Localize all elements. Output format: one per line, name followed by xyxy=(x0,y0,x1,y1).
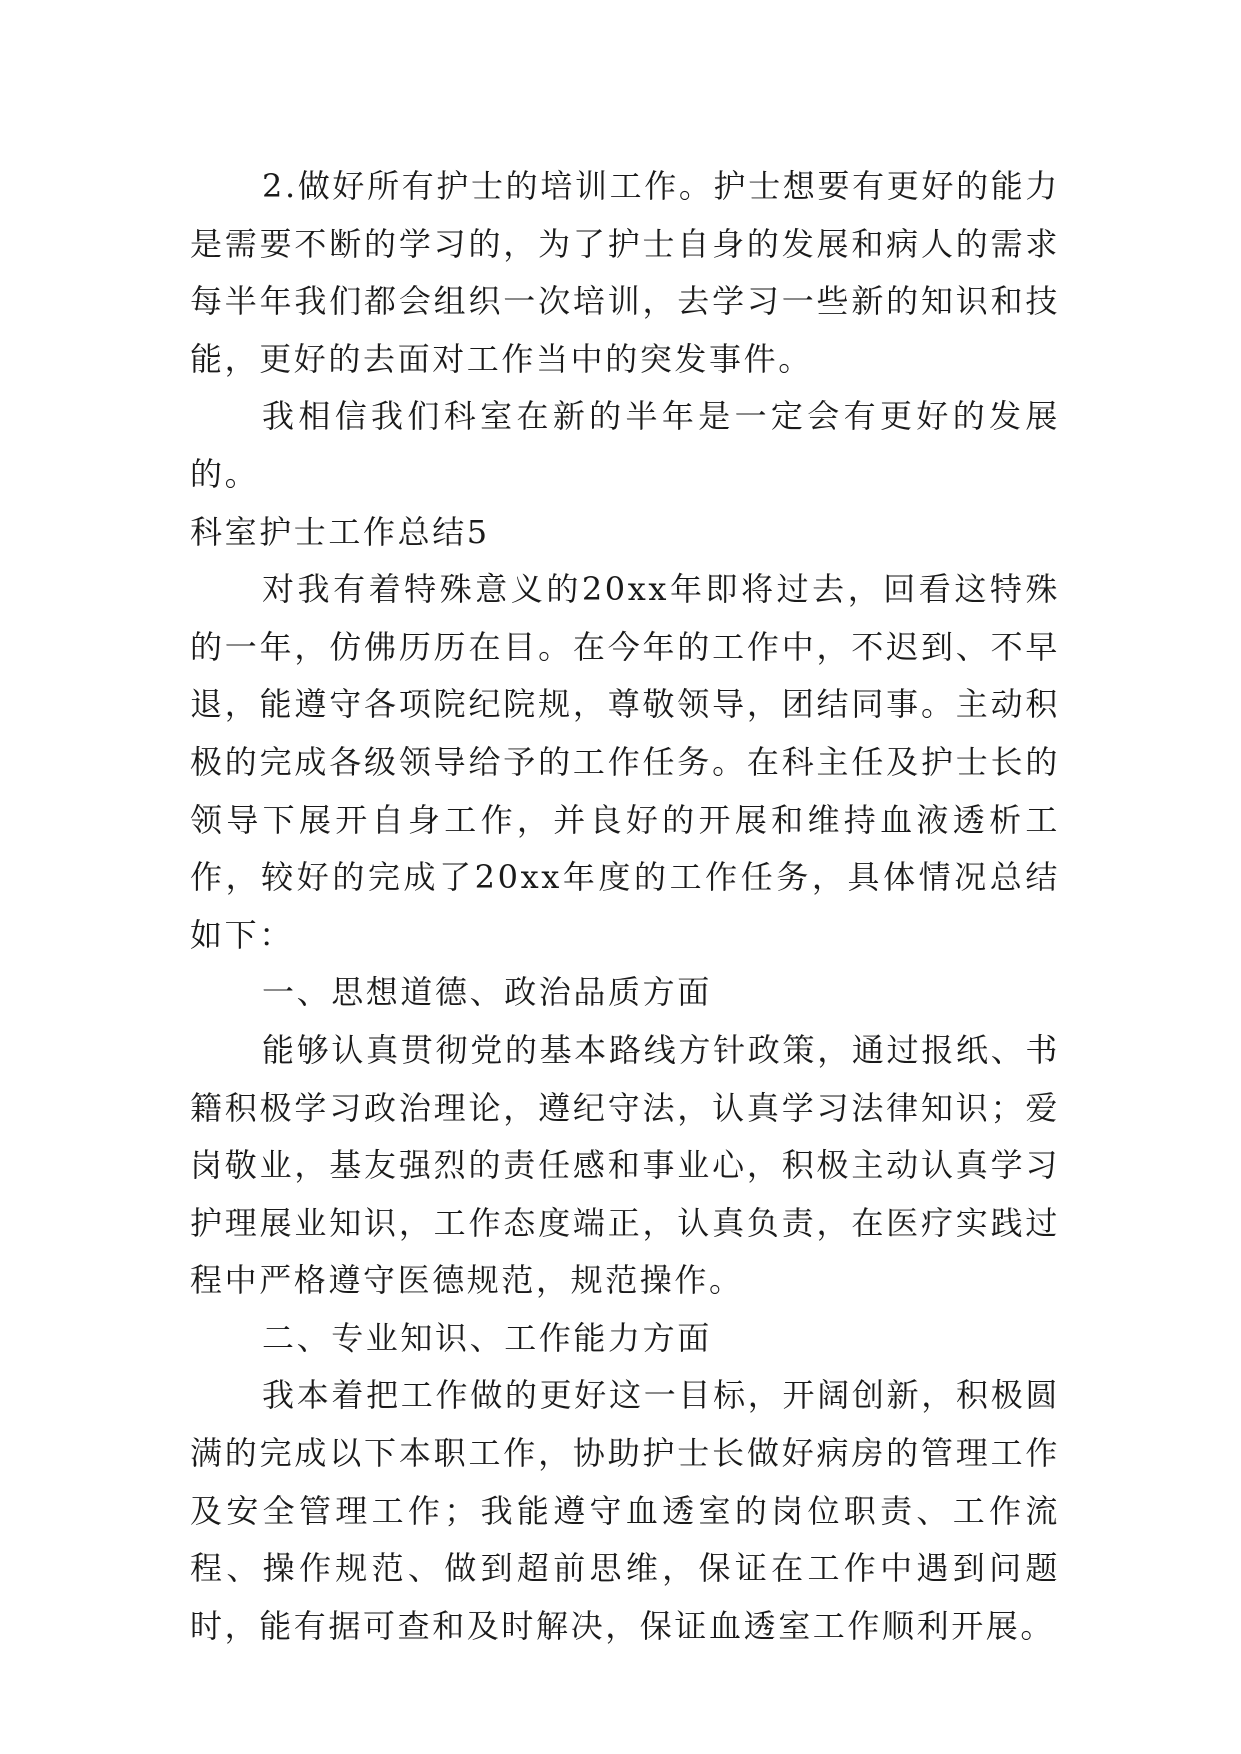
document-body xyxy=(190,158,1060,1655)
subheading-professional: 二、专业知识、工作能力方面 xyxy=(262,1318,712,1357)
subheading-ideology: 一、思想道德、政治品质方面 xyxy=(262,973,712,1012)
paragraph-ideology: 能够认真贯彻党的基本路线方针政策，通过报纸、书籍积极学习政治理论，遵纪守法，认真学习法律知识；爱岗敬业，基友强烈的责任感和事业心，积极主动认真学习护理展业知识，工作态度端正，认真负责，在医疗实践过程中严格遵守医德规范，规范操作。 xyxy=(190,1030,1060,1300)
paragraph-confidence: 我相信我们科室在新的半年是一定会有更好的发展的。 xyxy=(190,397,1060,493)
paragraph-professional: 我本着把工作做的更好这一目标，开阔创新，积极圆满的完成以下本职工作，协助护士长做好病房的管理工作及安全管理工作；我能遵守血透室的岗位职责、工作流程、操作规范、做到超前思维，保证在工作中遇到问题时，能有据可查和及时解决，保证血透室工作顺利开展。 xyxy=(190,1376,1060,1645)
paragraph-intro: 对我有着特殊意义的20xx年即将过去，回看这特殊的一年，仿佛历历在目。在今年的工作中，不迟到、不早退，能遵守各项院纪院规，尊敬领导，团结同事。主动积极的完成各级领导给予的工作任务。在科主任及护士长的领导下展开自身工作，并良好的开展和维持血液透析工作，较好的完成了20xx年度的工作任务，具体情况总结如下： xyxy=(190,570,1060,954)
paragraph-training: 2.做好所有护士的培训工作。护士想要有更好的能力是需要不断的学习的，为了护士自身的发展和病人的需求每半年我们都会组织一次培训，去学习一些新的知识和技能，更好的去面对工作当中的突发事件。 xyxy=(190,167,1060,378)
section-title: 科室护士工作总结5 xyxy=(190,512,490,551)
